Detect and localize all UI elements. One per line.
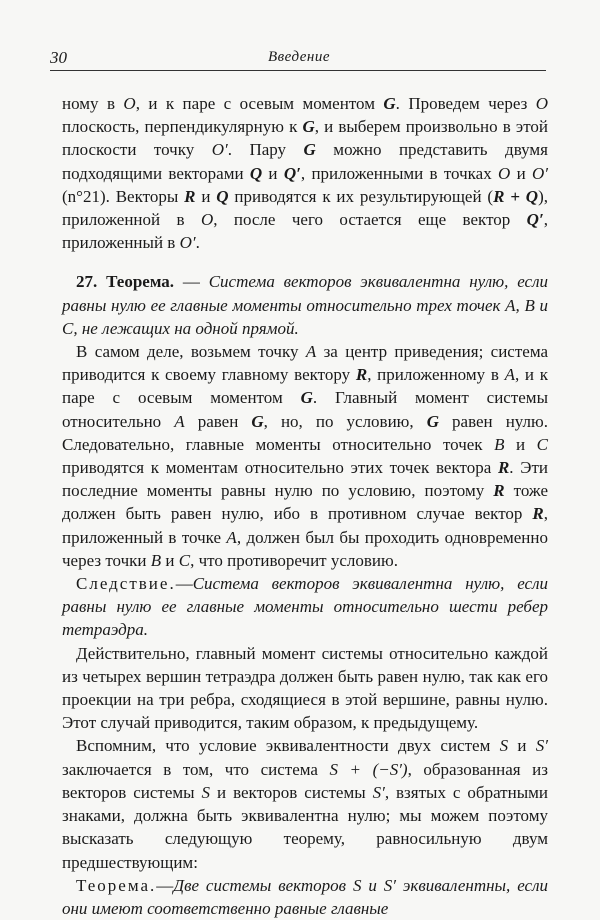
recall-paragraph: Вспомним, что условие эквивалентности двух систем S и S′ заключается в том, что система S + (−S′), образованная из векторов системы S и векторов системы S′, взятых с обратными знаками, должна быть эквивалентна нулю; мы можем поэтому высказать следующую теорему, равносильную двум предшествующим: <box>62 736 548 872</box>
theorem-final-label: Теорема. <box>76 875 157 895</box>
corollary-paragraph: Следствие.—Система векторов эквивалентна нулю, если равны нулю ее главные моменты относительно шести ребер тетраэдра. <box>62 574 548 640</box>
header-rule <box>50 70 546 71</box>
theorem-final: Теорема.—Две системы векторов S и S′ эквивалентны, если они имеют соответственно равные главные <box>62 875 548 918</box>
theorem-27-label: 27. Теорема. <box>76 272 175 292</box>
running-title: Введение <box>268 49 330 65</box>
page-number: 30 <box>50 48 67 67</box>
paragraph-continuation: ному в O, и к паре с осевым моментом G. Проведем через O плоскость, перпендикулярную к G, и выберем произвольно в этой плоскости точку O′. Пару G можно представить двумя подходящими векторами Q и Q′, приложенными в точках O и O′ (n°21). Векторы R и Q приводятся к их результирующей (R + Q), приложенной в O, после чего остается еще вектор Q′, приложенный в O′. <box>62 94 548 253</box>
theorem-27: 27. Теорема. — Система векторов эквивалентна нулю, если равны нулю ее главные моменты относительно трех точек A, B и C, не лежащих на одной прямой. <box>62 272 549 338</box>
page-header <box>50 48 548 68</box>
proof-paragraph: В самом деле, возьмем точку A за центр приведения; система приводится к своему главному вектору R, приложенному в A, и к паре с осевым моментом G. Главный момент системы относительно A равен G, но, по условию, G равен нулю. Следовательно, главные моменты относительно точек B и C приводятся к моментам относительно этих точек вектора R. Эти последние моменты равны нулю по условию, поэтому R тоже должен быть равен нулю, ибо в противном случае вектор R, приложенный в точке A, должен был бы проходить одновременно через точки B и C, что противоречит условию. <box>62 342 549 570</box>
page-body <box>62 92 548 920</box>
tetrahedron-paragraph: Действительно, главный момент системы относительно каждой из четырех вершин тетраэдра должен быть равен нулю, так как его проекции на три ребра, сходящиеся в этой вершине, равны нулю. Этот случай приводится, таким образом, к предыдущему. <box>62 643 548 733</box>
corollary-label: Следствие. <box>76 574 176 594</box>
